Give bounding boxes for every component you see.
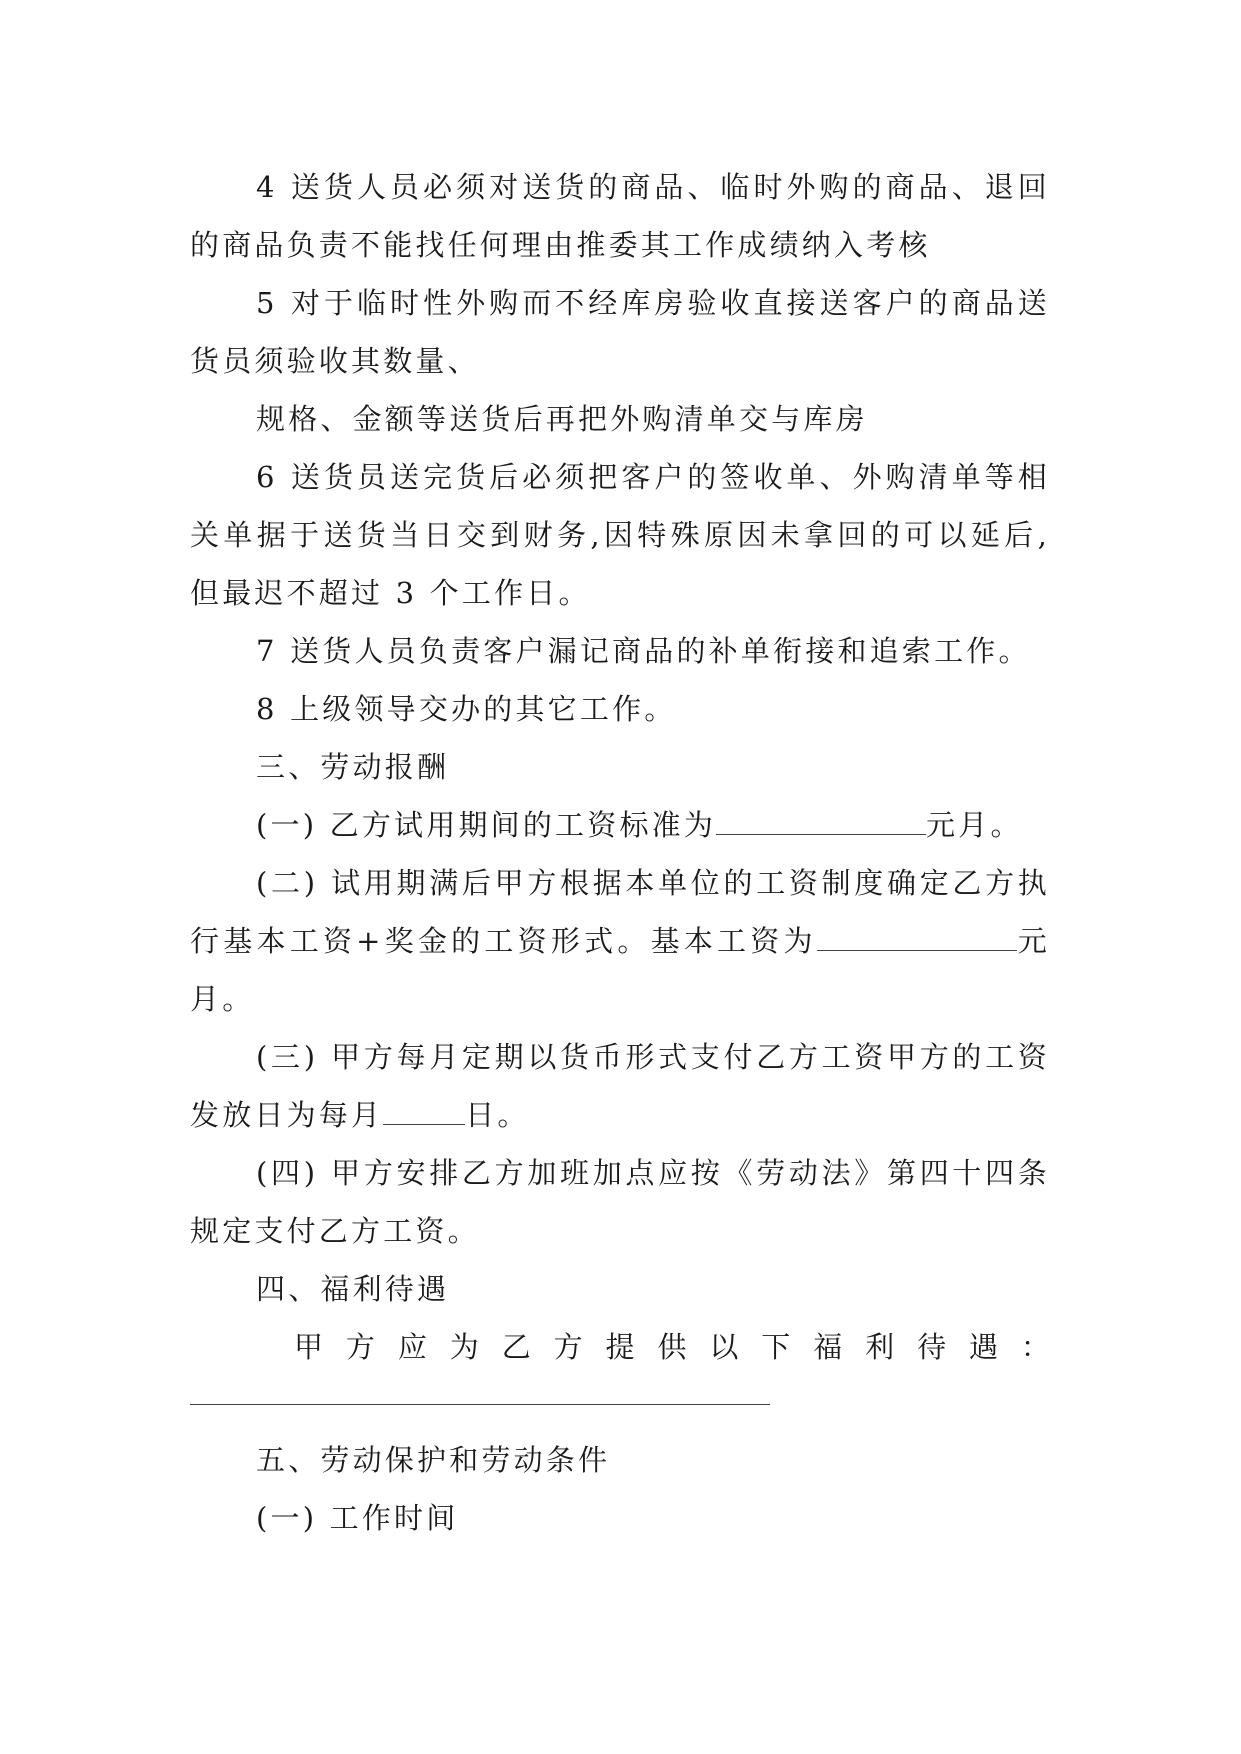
paragraph-welfare-provided [190, 1318, 1050, 1376]
welfare-char: 以 [709, 1330, 739, 1364]
welfare-char: 遇 [968, 1330, 998, 1364]
paragraph-delivery-responsibility: 4 送货人员必须对送货的商品、临时外购的商品、退回的商品负责不能找任何理由推委其工作成绩纳入考核 [190, 170, 1050, 262]
paragraph-outsourced-list: 规格、金额等送货后再把外购清单交与库房 [256, 402, 868, 436]
paragraph-payday [190, 1028, 1050, 1144]
welfare-char: 待 [917, 1330, 947, 1364]
payday-unit: 日。 [465, 1098, 530, 1132]
welfare-char: 方 [345, 1330, 375, 1364]
payday-text: (三) 甲方每月定期以货币形式支付乙方工资甲方的工资发放日为每月 [190, 1040, 1050, 1132]
welfare-char: 甲 [294, 1330, 324, 1364]
paragraph-receipts-to-finance: 6 送货员送完货后必须把客户的签收单、外购清单等相关单据于送货当日交到财务,因特殊原因未拿回的可以延后,但最迟不超过 3 个工作日。 [190, 460, 1050, 610]
payday-blank[interactable] [383, 1094, 465, 1125]
base-wage-blank[interactable] [817, 920, 1017, 951]
base-wage-text: (二) 试用期满后甲方根据本单位的工资制度确定乙方执行基本工资+奖金的工资形式。基本工资为 [190, 866, 1050, 958]
welfare-char: 福 [813, 1330, 843, 1364]
section-heading-welfare: 四、福利待遇 [256, 1272, 450, 1306]
base-wage-unit: 元月。 [190, 924, 1051, 1016]
paragraph-probation-wage [190, 796, 1050, 854]
paragraph-working-hours: (一) 工作时间 [256, 1501, 459, 1535]
welfare-char: 为 [449, 1330, 479, 1364]
welfare-char: 方 [553, 1330, 583, 1364]
probation-wage-blank[interactable] [716, 804, 926, 835]
probation-wage-unit: 元月。 [926, 808, 1023, 842]
section-heading-labor-protection: 五、劳动保护和劳动条件 [256, 1443, 611, 1477]
welfare-char: 应 [397, 1330, 427, 1364]
paragraph-other-tasks: 8 上级领导交办的其它工作。 [256, 692, 677, 726]
welfare-char: 提 [605, 1330, 635, 1364]
welfare-char: 下 [761, 1330, 791, 1364]
paragraph-base-wage [190, 854, 1050, 1028]
paragraph-outsourced-goods: 5 对于临时性外购而不经库房验收直接送客户的商品送货员须验收其数量、 [190, 286, 1050, 378]
section-heading-remuneration: 三、劳动报酬 [256, 750, 450, 784]
probation-wage-text: (一) 乙方试用期间的工资标准为 [256, 808, 717, 842]
document-page [190, 158, 1050, 1547]
paragraph-overtime-pay: (四) 甲方安排乙方加班加点应按《劳动法》第四十四条规定支付乙方工资。 [190, 1156, 1050, 1248]
welfare-blank-line[interactable] [190, 1404, 770, 1405]
paragraph-missing-items: 7 送货人员负责客户漏记商品的补单衔接和追索工作。 [256, 634, 1031, 668]
welfare-char: 乙 [501, 1330, 531, 1364]
welfare-char: ： [1020, 1330, 1050, 1364]
welfare-char: 供 [657, 1330, 687, 1364]
welfare-char: 利 [865, 1330, 895, 1364]
